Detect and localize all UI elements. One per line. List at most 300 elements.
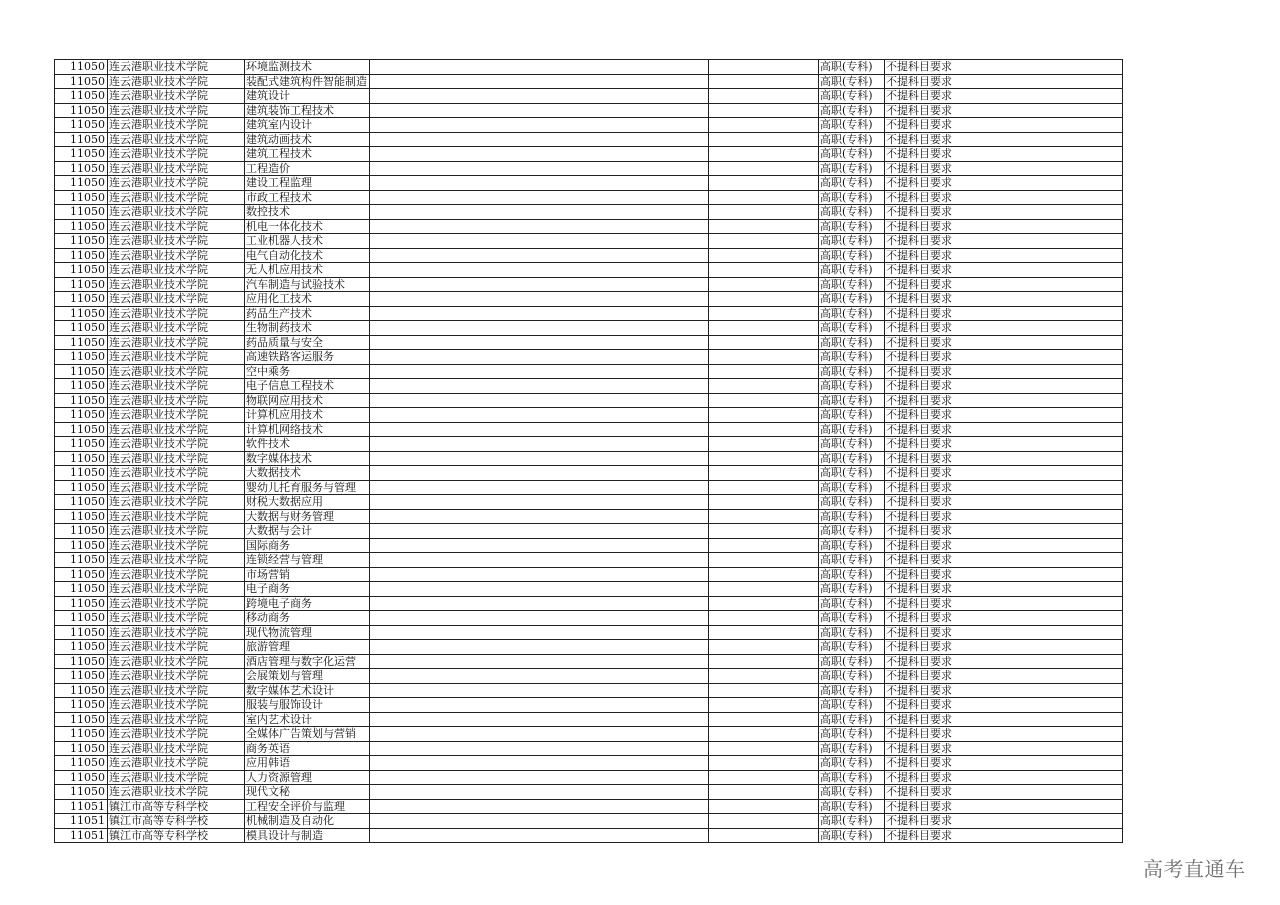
major-name-cell: 全媒体广告策划与营销 (245, 727, 370, 742)
level-cell: 高职(专科) (819, 364, 885, 379)
subject-requirement-cell: 不提科目要求 (885, 553, 1123, 568)
school-code-cell: 11051 (55, 828, 108, 843)
major-name-cell: 电子商务 (245, 582, 370, 597)
empty-cell (709, 103, 819, 118)
level-cell: 高职(专科) (819, 466, 885, 481)
school-name-cell: 连云港职业技术学院 (108, 219, 245, 234)
empty-cell (709, 785, 819, 800)
major-name-cell: 应用化工技术 (245, 292, 370, 307)
school-name-cell: 连云港职业技术学院 (108, 785, 245, 800)
empty-cell (370, 698, 709, 713)
subject-requirement-cell: 不提科目要求 (885, 466, 1123, 481)
school-name-cell: 连云港职业技术学院 (108, 393, 245, 408)
table-row (55, 437, 1123, 452)
major-name-cell: 跨境电子商务 (245, 596, 370, 611)
school-name-cell: 连云港职业技术学院 (108, 770, 245, 785)
table-row (55, 727, 1123, 742)
empty-cell (370, 176, 709, 191)
table-row (55, 828, 1123, 843)
level-cell: 高职(专科) (819, 408, 885, 423)
school-name-cell: 连云港职业技术学院 (108, 553, 245, 568)
level-cell: 高职(专科) (819, 248, 885, 263)
subject-requirement-cell: 不提科目要求 (885, 350, 1123, 365)
school-name-cell: 连云港职业技术学院 (108, 669, 245, 684)
major-name-cell: 工业机器人技术 (245, 234, 370, 249)
school-code-cell: 11050 (55, 219, 108, 234)
empty-cell (709, 466, 819, 481)
school-code-cell: 11050 (55, 741, 108, 756)
major-name-cell: 高速铁路客运服务 (245, 350, 370, 365)
table-row (55, 524, 1123, 539)
empty-cell (370, 437, 709, 452)
school-code-cell: 11050 (55, 60, 108, 75)
school-name-cell: 连云港职业技术学院 (108, 74, 245, 89)
school-code-cell: 11050 (55, 466, 108, 481)
subject-requirement-cell: 不提科目要求 (885, 727, 1123, 742)
school-name-cell: 连云港职业技术学院 (108, 567, 245, 582)
school-name-cell: 连云港职业技术学院 (108, 350, 245, 365)
school-code-cell: 11050 (55, 553, 108, 568)
subject-requirement-cell: 不提科目要求 (885, 495, 1123, 510)
subject-requirement-cell: 不提科目要求 (885, 147, 1123, 162)
admission-table (54, 59, 1123, 843)
school-name-cell: 连云港职业技术学院 (108, 756, 245, 771)
table-row (55, 60, 1123, 75)
table-row (55, 103, 1123, 118)
school-name-cell: 连云港职业技术学院 (108, 147, 245, 162)
level-cell: 高职(专科) (819, 611, 885, 626)
major-name-cell: 电子信息工程技术 (245, 379, 370, 394)
empty-cell (370, 625, 709, 640)
table-row (55, 567, 1123, 582)
school-name-cell: 连云港职业技术学院 (108, 596, 245, 611)
level-cell: 高职(专科) (819, 306, 885, 321)
school-code-cell: 11050 (55, 698, 108, 713)
major-name-cell: 建筑动画技术 (245, 132, 370, 147)
major-name-cell: 现代物流管理 (245, 625, 370, 640)
subject-requirement-cell: 不提科目要求 (885, 74, 1123, 89)
school-name-cell: 连云港职业技术学院 (108, 727, 245, 742)
level-cell: 高职(专科) (819, 582, 885, 597)
school-code-cell: 11050 (55, 422, 108, 437)
empty-cell (370, 814, 709, 829)
school-code-cell: 11050 (55, 74, 108, 89)
subject-requirement-cell: 不提科目要求 (885, 437, 1123, 452)
subject-requirement-cell: 不提科目要求 (885, 785, 1123, 800)
empty-cell (709, 379, 819, 394)
empty-cell (709, 393, 819, 408)
level-cell: 高职(专科) (819, 263, 885, 278)
school-name-cell: 连云港职业技术学院 (108, 321, 245, 336)
table-row (55, 176, 1123, 191)
empty-cell (370, 306, 709, 321)
major-name-cell: 会展策划与管理 (245, 669, 370, 684)
table-row (55, 698, 1123, 713)
major-name-cell: 建设工程监理 (245, 176, 370, 191)
empty-cell (370, 89, 709, 104)
level-cell: 高职(专科) (819, 60, 885, 75)
major-name-cell: 数字媒体技术 (245, 451, 370, 466)
school-name-cell: 镇江市高等专科学校 (108, 799, 245, 814)
empty-cell (709, 234, 819, 249)
subject-requirement-cell: 不提科目要求 (885, 640, 1123, 655)
empty-cell (370, 132, 709, 147)
empty-cell (370, 756, 709, 771)
subject-requirement-cell: 不提科目要求 (885, 379, 1123, 394)
empty-cell (370, 567, 709, 582)
major-name-cell: 药品质量与安全 (245, 335, 370, 350)
school-name-cell: 连云港职业技术学院 (108, 263, 245, 278)
table-row (55, 306, 1123, 321)
school-name-cell: 连云港职业技术学院 (108, 176, 245, 191)
major-name-cell: 物联网应用技术 (245, 393, 370, 408)
table-row (55, 538, 1123, 553)
major-name-cell: 连锁经营与管理 (245, 553, 370, 568)
empty-cell (370, 277, 709, 292)
school-name-cell: 镇江市高等专科学校 (108, 828, 245, 843)
school-name-cell: 连云港职业技术学院 (108, 103, 245, 118)
level-cell: 高职(专科) (819, 625, 885, 640)
table-row (55, 422, 1123, 437)
table-row (55, 712, 1123, 727)
school-name-cell: 连云港职业技术学院 (108, 437, 245, 452)
subject-requirement-cell: 不提科目要求 (885, 205, 1123, 220)
empty-cell (370, 654, 709, 669)
level-cell: 高职(专科) (819, 770, 885, 785)
empty-cell (370, 495, 709, 510)
table-row (55, 553, 1123, 568)
major-name-cell: 模具设计与制造 (245, 828, 370, 843)
table-row (55, 292, 1123, 307)
empty-cell (370, 669, 709, 684)
major-name-cell: 应用韩语 (245, 756, 370, 771)
empty-cell (370, 161, 709, 176)
major-name-cell: 药品生产技术 (245, 306, 370, 321)
table-row (55, 756, 1123, 771)
empty-cell (709, 495, 819, 510)
major-name-cell: 建筑装饰工程技术 (245, 103, 370, 118)
table-row (55, 785, 1123, 800)
major-name-cell: 大数据与财务管理 (245, 509, 370, 524)
level-cell: 高职(专科) (819, 379, 885, 394)
subject-requirement-cell: 不提科目要求 (885, 828, 1123, 843)
table-row (55, 582, 1123, 597)
empty-cell (370, 60, 709, 75)
school-code-cell: 11050 (55, 292, 108, 307)
empty-cell (709, 509, 819, 524)
empty-cell (709, 814, 819, 829)
school-name-cell: 连云港职业技术学院 (108, 422, 245, 437)
school-name-cell: 连云港职业技术学院 (108, 625, 245, 640)
school-code-cell: 11050 (55, 770, 108, 785)
school-code-cell: 11050 (55, 364, 108, 379)
empty-cell (709, 248, 819, 263)
school-name-cell: 连云港职业技术学院 (108, 161, 245, 176)
subject-requirement-cell: 不提科目要求 (885, 118, 1123, 133)
level-cell: 高职(专科) (819, 292, 885, 307)
level-cell: 高职(专科) (819, 785, 885, 800)
level-cell: 高职(专科) (819, 103, 885, 118)
school-code-cell: 11050 (55, 161, 108, 176)
empty-cell (709, 669, 819, 684)
level-cell: 高职(专科) (819, 277, 885, 292)
subject-requirement-cell: 不提科目要求 (885, 596, 1123, 611)
school-name-cell: 连云港职业技术学院 (108, 509, 245, 524)
table-row (55, 480, 1123, 495)
table-row (55, 596, 1123, 611)
subject-requirement-cell: 不提科目要求 (885, 567, 1123, 582)
school-name-cell: 连云港职业技术学院 (108, 466, 245, 481)
subject-requirement-cell: 不提科目要求 (885, 756, 1123, 771)
major-name-cell: 酒店管理与数字化运营 (245, 654, 370, 669)
school-name-cell: 连云港职业技术学院 (108, 60, 245, 75)
empty-cell (709, 741, 819, 756)
empty-cell (370, 785, 709, 800)
school-code-cell: 11050 (55, 118, 108, 133)
empty-cell (709, 582, 819, 597)
empty-cell (709, 263, 819, 278)
school-name-cell: 连云港职业技术学院 (108, 480, 245, 495)
table-row (55, 74, 1123, 89)
empty-cell (709, 553, 819, 568)
major-name-cell: 人力资源管理 (245, 770, 370, 785)
school-code-cell: 11050 (55, 437, 108, 452)
table-row (55, 132, 1123, 147)
school-code-cell: 11050 (55, 89, 108, 104)
level-cell: 高职(专科) (819, 161, 885, 176)
empty-cell (709, 350, 819, 365)
subject-requirement-cell: 不提科目要求 (885, 89, 1123, 104)
school-name-cell: 连云港职业技术学院 (108, 698, 245, 713)
empty-cell (370, 712, 709, 727)
empty-cell (370, 263, 709, 278)
empty-cell (370, 611, 709, 626)
major-name-cell: 电气自动化技术 (245, 248, 370, 263)
empty-cell (709, 147, 819, 162)
table-row (55, 190, 1123, 205)
empty-cell (709, 422, 819, 437)
major-name-cell: 服装与服饰设计 (245, 698, 370, 713)
level-cell: 高职(专科) (819, 669, 885, 684)
school-code-cell: 11050 (55, 147, 108, 162)
school-code-cell: 11050 (55, 132, 108, 147)
empty-cell (370, 640, 709, 655)
subject-requirement-cell: 不提科目要求 (885, 60, 1123, 75)
school-name-cell: 连云港职业技术学院 (108, 408, 245, 423)
school-code-cell: 11050 (55, 335, 108, 350)
school-code-cell: 11050 (55, 277, 108, 292)
table-row (55, 321, 1123, 336)
major-name-cell: 数控技术 (245, 205, 370, 220)
table-row (55, 669, 1123, 684)
level-cell: 高职(专科) (819, 219, 885, 234)
school-code-cell: 11050 (55, 190, 108, 205)
subject-requirement-cell: 不提科目要求 (885, 219, 1123, 234)
empty-cell (370, 727, 709, 742)
major-name-cell: 机械制造及自动化 (245, 814, 370, 829)
school-name-cell: 连云港职业技术学院 (108, 495, 245, 510)
empty-cell (709, 364, 819, 379)
subject-requirement-cell: 不提科目要求 (885, 770, 1123, 785)
school-code-cell: 11050 (55, 509, 108, 524)
school-code-cell: 11050 (55, 263, 108, 278)
empty-cell (370, 364, 709, 379)
subject-requirement-cell: 不提科目要求 (885, 234, 1123, 249)
watermark-logo: 高考直通车 (1143, 857, 1246, 881)
major-name-cell: 市政工程技术 (245, 190, 370, 205)
empty-cell (370, 350, 709, 365)
level-cell: 高职(专科) (819, 538, 885, 553)
table-row (55, 408, 1123, 423)
subject-requirement-cell: 不提科目要求 (885, 814, 1123, 829)
school-name-cell: 连云港职业技术学院 (108, 611, 245, 626)
level-cell: 高职(专科) (819, 741, 885, 756)
school-code-cell: 11050 (55, 712, 108, 727)
level-cell: 高职(专科) (819, 596, 885, 611)
school-code-cell: 11050 (55, 567, 108, 582)
empty-cell (370, 219, 709, 234)
level-cell: 高职(专科) (819, 234, 885, 249)
subject-requirement-cell: 不提科目要求 (885, 190, 1123, 205)
table-row (55, 205, 1123, 220)
level-cell: 高职(专科) (819, 335, 885, 350)
level-cell: 高职(专科) (819, 727, 885, 742)
school-code-cell: 11050 (55, 640, 108, 655)
level-cell: 高职(专科) (819, 495, 885, 510)
table-row (55, 277, 1123, 292)
level-cell: 高职(专科) (819, 828, 885, 843)
major-name-cell: 装配式建筑构件智能制造 (245, 74, 370, 89)
empty-cell (709, 451, 819, 466)
school-name-cell: 连云港职业技术学院 (108, 118, 245, 133)
empty-cell (370, 205, 709, 220)
empty-cell (370, 451, 709, 466)
major-name-cell: 计算机应用技术 (245, 408, 370, 423)
subject-requirement-cell: 不提科目要求 (885, 611, 1123, 626)
school-name-cell: 连云港职业技术学院 (108, 640, 245, 655)
level-cell: 高职(专科) (819, 176, 885, 191)
major-name-cell: 汽车制造与试验技术 (245, 277, 370, 292)
school-name-cell: 连云港职业技术学院 (108, 205, 245, 220)
table-row (55, 466, 1123, 481)
empty-cell (709, 625, 819, 640)
school-name-cell: 连云港职业技术学院 (108, 234, 245, 249)
subject-requirement-cell: 不提科目要求 (885, 654, 1123, 669)
subject-requirement-cell: 不提科目要求 (885, 306, 1123, 321)
empty-cell (370, 596, 709, 611)
table-row (55, 234, 1123, 249)
major-name-cell: 移动商务 (245, 611, 370, 626)
empty-cell (709, 219, 819, 234)
table-row (55, 161, 1123, 176)
major-name-cell: 现代文秘 (245, 785, 370, 800)
table-row (55, 147, 1123, 162)
level-cell: 高职(专科) (819, 147, 885, 162)
table-row (55, 799, 1123, 814)
subject-requirement-cell: 不提科目要求 (885, 698, 1123, 713)
table-row (55, 335, 1123, 350)
empty-cell (709, 190, 819, 205)
empty-cell (370, 74, 709, 89)
level-cell: 高职(专科) (819, 799, 885, 814)
table-row (55, 118, 1123, 133)
major-name-cell: 财税大数据应用 (245, 495, 370, 510)
school-name-cell: 连云港职业技术学院 (108, 306, 245, 321)
major-name-cell: 大数据技术 (245, 466, 370, 481)
level-cell: 高职(专科) (819, 683, 885, 698)
subject-requirement-cell: 不提科目要求 (885, 669, 1123, 684)
level-cell: 高职(专科) (819, 451, 885, 466)
empty-cell (370, 379, 709, 394)
subject-requirement-cell: 不提科目要求 (885, 292, 1123, 307)
major-name-cell: 建筑设计 (245, 89, 370, 104)
subject-requirement-cell: 不提科目要求 (885, 103, 1123, 118)
major-name-cell: 商务英语 (245, 741, 370, 756)
school-name-cell: 连云港职业技术学院 (108, 132, 245, 147)
school-code-cell: 11050 (55, 350, 108, 365)
level-cell: 高职(专科) (819, 89, 885, 104)
empty-cell (370, 103, 709, 118)
table-body (55, 60, 1123, 843)
table-row (55, 741, 1123, 756)
subject-requirement-cell: 不提科目要求 (885, 364, 1123, 379)
major-name-cell: 无人机应用技术 (245, 263, 370, 278)
empty-cell (370, 292, 709, 307)
level-cell: 高职(专科) (819, 480, 885, 495)
subject-requirement-cell: 不提科目要求 (885, 524, 1123, 539)
level-cell: 高职(专科) (819, 422, 885, 437)
major-name-cell: 市场营销 (245, 567, 370, 582)
level-cell: 高职(专科) (819, 712, 885, 727)
subject-requirement-cell: 不提科目要求 (885, 741, 1123, 756)
empty-cell (709, 524, 819, 539)
level-cell: 高职(专科) (819, 74, 885, 89)
empty-cell (370, 683, 709, 698)
school-name-cell: 连云港职业技术学院 (108, 683, 245, 698)
table-row (55, 683, 1123, 698)
table-row (55, 654, 1123, 669)
level-cell: 高职(专科) (819, 205, 885, 220)
empty-cell (709, 408, 819, 423)
empty-cell (370, 553, 709, 568)
major-name-cell: 国际商务 (245, 538, 370, 553)
subject-requirement-cell: 不提科目要求 (885, 683, 1123, 698)
empty-cell (370, 190, 709, 205)
table-row (55, 350, 1123, 365)
empty-cell (709, 161, 819, 176)
empty-cell (709, 176, 819, 191)
school-name-cell: 连云港职业技术学院 (108, 538, 245, 553)
level-cell: 高职(专科) (819, 814, 885, 829)
subject-requirement-cell: 不提科目要求 (885, 451, 1123, 466)
school-code-cell: 11050 (55, 727, 108, 742)
school-name-cell: 连云港职业技术学院 (108, 190, 245, 205)
table-row (55, 495, 1123, 510)
level-cell: 高职(专科) (819, 698, 885, 713)
school-code-cell: 11051 (55, 814, 108, 829)
major-name-cell: 环境监测技术 (245, 60, 370, 75)
level-cell: 高职(专科) (819, 567, 885, 582)
subject-requirement-cell: 不提科目要求 (885, 335, 1123, 350)
level-cell: 高职(专科) (819, 524, 885, 539)
table-row (55, 393, 1123, 408)
school-code-cell: 11050 (55, 756, 108, 771)
school-code-cell: 11050 (55, 538, 108, 553)
table-row (55, 89, 1123, 104)
subject-requirement-cell: 不提科目要求 (885, 712, 1123, 727)
major-name-cell: 数字媒体艺术设计 (245, 683, 370, 698)
major-name-cell: 计算机网络技术 (245, 422, 370, 437)
